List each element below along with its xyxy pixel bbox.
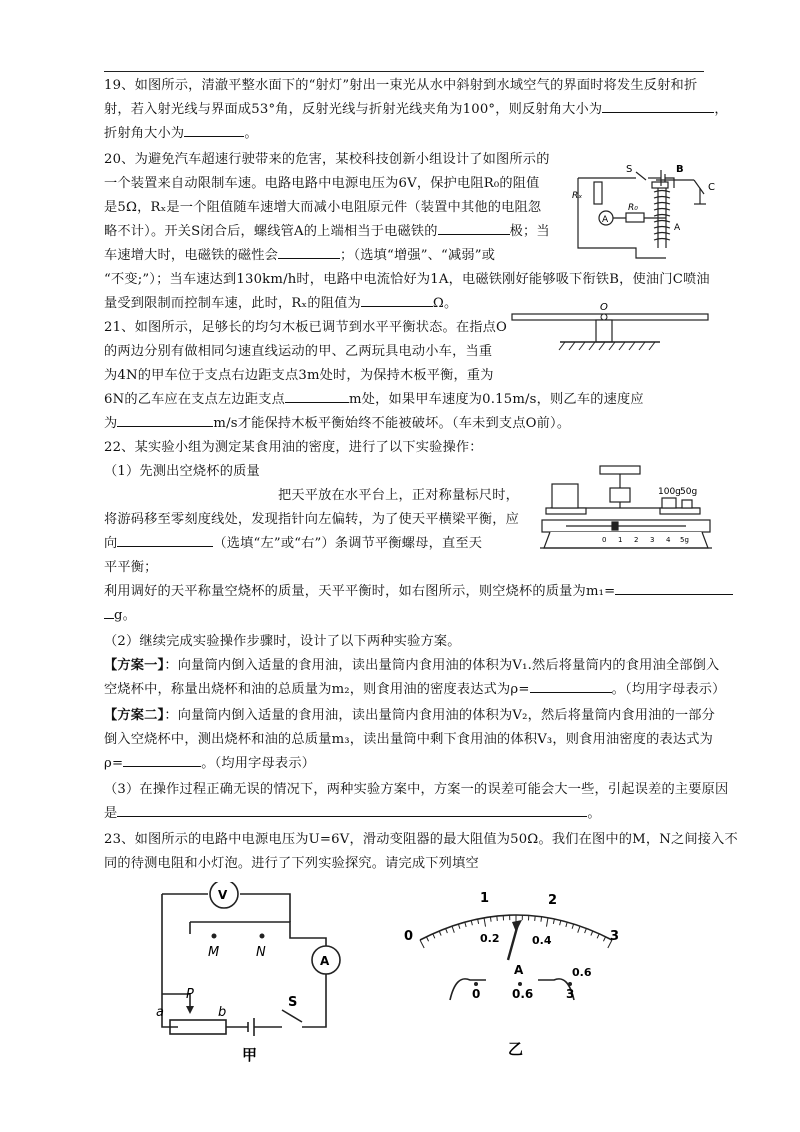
dial-tick: [452, 926, 454, 933]
dial-tick: [426, 937, 428, 941]
terminal-m: [212, 934, 217, 939]
q20-text: 略不计）。开关S闭合后，螺线管A的上端相当于电磁铁的: [104, 224, 438, 239]
dial-tick: [535, 916, 536, 921]
q21-text: 6N的乙车应在支点左边距支点: [104, 392, 285, 407]
dial-tick: [420, 940, 424, 948]
q22-text: 。（均用字母表示）: [611, 682, 726, 697]
q22-text: ：向量筒内倒入适量的食用油，读出量筒内食用油的体积为V₂，然后将量筒内食用油的一部分: [164, 708, 716, 723]
q20-line5: [104, 244, 495, 268]
dial-tick: [566, 922, 567, 927]
dial-tick: [578, 926, 580, 933]
scale-tick-2: 2: [634, 536, 639, 544]
q22-blank-direction[interactable]: [117, 532, 213, 547]
q23-label-a-end: a: [156, 1005, 164, 1020]
dial-tick: [446, 928, 448, 933]
q19-line3: [104, 122, 258, 146]
q22-text: 。: [587, 806, 601, 821]
terminal-0-6: 0.6: [512, 987, 534, 1001]
q20-circuit-figure: [566, 158, 722, 270]
pivot-point: [601, 314, 607, 320]
q21-text: 为: [104, 416, 118, 431]
dial-tick: [478, 919, 479, 924]
q19-blank-refraction[interactable]: [184, 122, 244, 137]
terminal-dot-0-6: [518, 982, 522, 986]
dial-tick: [433, 934, 435, 939]
terminal-n: [260, 934, 265, 939]
terminal-dot-0: [474, 982, 478, 986]
q23-caption-yi: 乙: [508, 1040, 524, 1058]
q20-text: Ω。: [432, 296, 458, 311]
dial-top-3: 3: [610, 929, 620, 944]
q22-blank-reason[interactable]: [117, 802, 587, 817]
q21-line3: 为4N的甲车位于支点右边距支点3m处时，为保持木板平衡，重为: [104, 368, 494, 383]
q22-text: ：向量筒内倒入适量的食用油，读出量筒内食用油的体积为V₁.然后将量筒内的食用油全部倒入: [164, 658, 720, 673]
q22-balance-figure: [536, 462, 716, 560]
q23-circuit-jia: [150, 882, 360, 1062]
weight-50g-label: 50g: [680, 487, 698, 497]
q19-text: 折射角大小为: [104, 126, 185, 141]
q22-sub3-line2: [104, 802, 601, 826]
scale-tick-0: 0: [602, 536, 607, 544]
terminal-3: 3: [566, 987, 575, 1001]
q20-text: 极；当: [509, 224, 550, 239]
q22-text: 利用调好的天平称量空烧杯的质量，天平平衡时，如右图所示，则空烧杯的质量为m₁=: [104, 584, 616, 599]
q23-label-b-end: b: [218, 1005, 227, 1020]
dial-tick: [439, 931, 441, 936]
q22-line5: 平平衡；: [104, 560, 158, 575]
q22-plan1-line1: [104, 654, 719, 678]
q22-line4: [104, 532, 482, 556]
q20-label-s: S: [626, 164, 633, 175]
dial-tick: [471, 920, 472, 925]
scale-tick-1: 1: [618, 536, 623, 544]
q20-line6: “不变;”）；当车速达到130km/h时，电路中电流恰好为1A，电磁铁刚好能够吸下衔铁B，使油门C喷油: [104, 272, 710, 287]
q19-line2: [104, 98, 728, 122]
dial-tick: [553, 919, 554, 924]
dial-tick: [490, 917, 491, 922]
q20-label-coil: A: [674, 223, 681, 233]
dial-tick: [603, 937, 605, 941]
q20-text: 量受到限制而控制车速，此时，Rₓ的阻值为: [104, 296, 361, 311]
q22-plan2-line1: [104, 704, 715, 728]
q22-sub3-line1: （3）在操作过程正确无误的情况下，两种实验方案中，方案一的误差可能会大一些，引起误差的主要原因: [104, 782, 729, 797]
q22-line2: 把天平放在水平台上，正对称量标尺时，: [278, 488, 519, 503]
q20-line2: 一个装置来自动限制车速。电路电路中电源电压为6V，保护电阻R₀的阻值: [104, 176, 540, 191]
q22-text: 是: [104, 806, 118, 821]
q22-text: ρ=: [104, 756, 124, 771]
q21-line5: [104, 412, 570, 436]
q23-line2: 同的待测电阻和小灯泡。进行了下列实验探究。请完成下列填空: [104, 856, 479, 871]
q23-line1: 23、如图所示的电路中电源电压为U=6V，滑动变阻器的最大阻值为50Ω。我们在图中的M，N之间接入不: [104, 832, 738, 847]
q23-label-s: S: [288, 995, 298, 1010]
q21-text: m/s才能保持木板平衡始终不能被破坏。（车未到支点O前）。: [213, 416, 571, 431]
q21-line4: [104, 388, 644, 412]
q21-line1: 21、如图所示，足够长的均匀木板已调节到水平平衡状态。在指点O: [104, 320, 508, 335]
q22-line6: [104, 580, 733, 604]
dial-top-1: 1: [480, 891, 490, 906]
q20-label-b: B: [676, 164, 684, 175]
q22-line1: 22、某实验小组为测定某食用油的密度，进行了以下实验操作：: [104, 440, 483, 455]
q22-plan2-label: 【方案二】: [104, 708, 165, 723]
q21-line2: 的两边分别有做相同匀速直线运动的甲、乙两玩具电动小车，当重: [104, 344, 493, 359]
q19-text: 。: [244, 126, 258, 141]
q22-sub2: （2）继续完成实验操作步骤时，设计了以下两种实验方案。: [104, 634, 461, 649]
dial-top-0: 0: [404, 929, 414, 944]
q22-blank-plan2-density[interactable]: [123, 752, 201, 767]
dial-tick: [585, 928, 587, 933]
q21-lever-figure: [510, 300, 710, 360]
q20-line4: [104, 220, 550, 244]
q22-text: 空烧杯中，称量出烧杯和油的总质量为m₂，则食用油的密度表达式为ρ=: [104, 682, 530, 697]
q21-text: m处，如果甲车速度为0.15m/s，则乙车的速度应: [348, 392, 644, 407]
q19-blank-reflection[interactable]: [602, 98, 714, 113]
q22-text: 向: [104, 536, 118, 551]
q20-line3: 是5Ω，Rₓ是一个阻值随车速增大而减小电阻原元件（装置中其他的电阻忽: [104, 200, 542, 215]
q22-blank-plan1-density[interactable]: [530, 678, 612, 693]
q20-label-ammeter: A: [602, 215, 609, 225]
q20-text: 车速增大时，电磁铁的磁性会: [104, 248, 279, 263]
terminal-0: 0: [472, 987, 481, 1001]
dial-inner-0-4: 0.4: [532, 934, 552, 947]
dial-inner-0-6: 0.6: [572, 966, 592, 979]
q20-blank-rx[interactable]: [361, 292, 433, 307]
q20-blank-pole[interactable]: [438, 220, 510, 235]
q22-text: g。: [114, 608, 137, 623]
q22-blank-m1[interactable]: [615, 580, 733, 595]
q22-plan1-line2: [104, 678, 726, 702]
dial-tick: [597, 934, 599, 939]
q23-label-m: M: [208, 945, 220, 960]
dial-unit: A: [514, 963, 524, 977]
q21-label-o: O: [600, 302, 608, 313]
scale-tick-5: 5g: [680, 536, 689, 544]
q23-label-n: N: [256, 945, 266, 960]
q23-caption-jia: 甲: [242, 1046, 258, 1062]
q23-label-a: A: [320, 954, 330, 968]
q22-plan2-line2: 倒入空烧杯中，测出烧杯和油的总质量m₃，读出量筒中剩下食用油的体积V₃，则食用油密度的表达式为: [104, 732, 714, 747]
pivot-stand: [596, 320, 612, 342]
terminal-dot-3: [568, 982, 572, 986]
dial-inner-0-2: 0.2: [480, 932, 500, 945]
q23-label-v: V: [218, 888, 228, 902]
dial-tick: [572, 924, 573, 929]
dial-tick: [591, 931, 593, 936]
q19-text: ，: [714, 102, 728, 117]
dial-tick: [560, 920, 561, 925]
q20-blank-magnetism[interactable]: [278, 244, 340, 259]
q23-ammeter-yi: [398, 882, 638, 1062]
q21-blank-speed[interactable]: [117, 412, 213, 427]
q20-label-c: C: [708, 182, 715, 193]
q22-line3: 将游码移至零刻度线处，发现指针向左偏转，为了使天平横梁平衡，应: [104, 512, 520, 527]
q22-text: 。（均用字母表示）: [201, 756, 316, 771]
dial-tick: [497, 916, 498, 921]
q20-label-rx: Rₓ: [572, 191, 583, 201]
q19-line1: 19、如图所示，清澈平整水面下的“射灯”射出一束光从水中斜射到水域空气的界面时将发生反射和折: [104, 78, 698, 93]
dial-top-2: 2: [548, 893, 558, 908]
q23-label-p: P: [186, 987, 194, 1002]
dial-tick: [458, 924, 459, 929]
q22-plan1-label: 【方案一】: [104, 658, 165, 673]
plank: [512, 314, 708, 320]
q22-sub1: （1）先测出空烧杯的质量: [104, 464, 260, 479]
q21-blank-distance[interactable]: [285, 388, 349, 403]
scale-tick-4: 4: [666, 536, 671, 544]
scale-tick-3: 3: [650, 536, 655, 544]
weight-100g-label: 100g: [658, 487, 681, 497]
q19-text: 射，若入射光线与界面成53°角，反射光线与折射光线夹角为100°，则反射角大小为: [104, 102, 603, 117]
dial-tick: [541, 917, 542, 922]
q20-line7: [104, 292, 457, 316]
q22-text: （选填“左”或“右”）条调节平衡螺母，直至天: [213, 536, 483, 551]
q20-label-r0: R₀: [628, 203, 638, 213]
dial-tick: [484, 918, 486, 927]
q20-text: ；（选填“增强”、“减弱”或: [340, 248, 496, 263]
dial-tick: [546, 918, 548, 927]
header-rule: [104, 71, 704, 72]
q20-line1: 20、为避免汽车超速行驶带来的危害，某校科技创新小组设计了如图所示的: [104, 152, 550, 167]
q22-line7: [104, 604, 136, 628]
q22-plan2-line3: [104, 752, 315, 776]
dial-tick: [465, 922, 466, 927]
q22-blank-m1-cont: [104, 604, 114, 619]
